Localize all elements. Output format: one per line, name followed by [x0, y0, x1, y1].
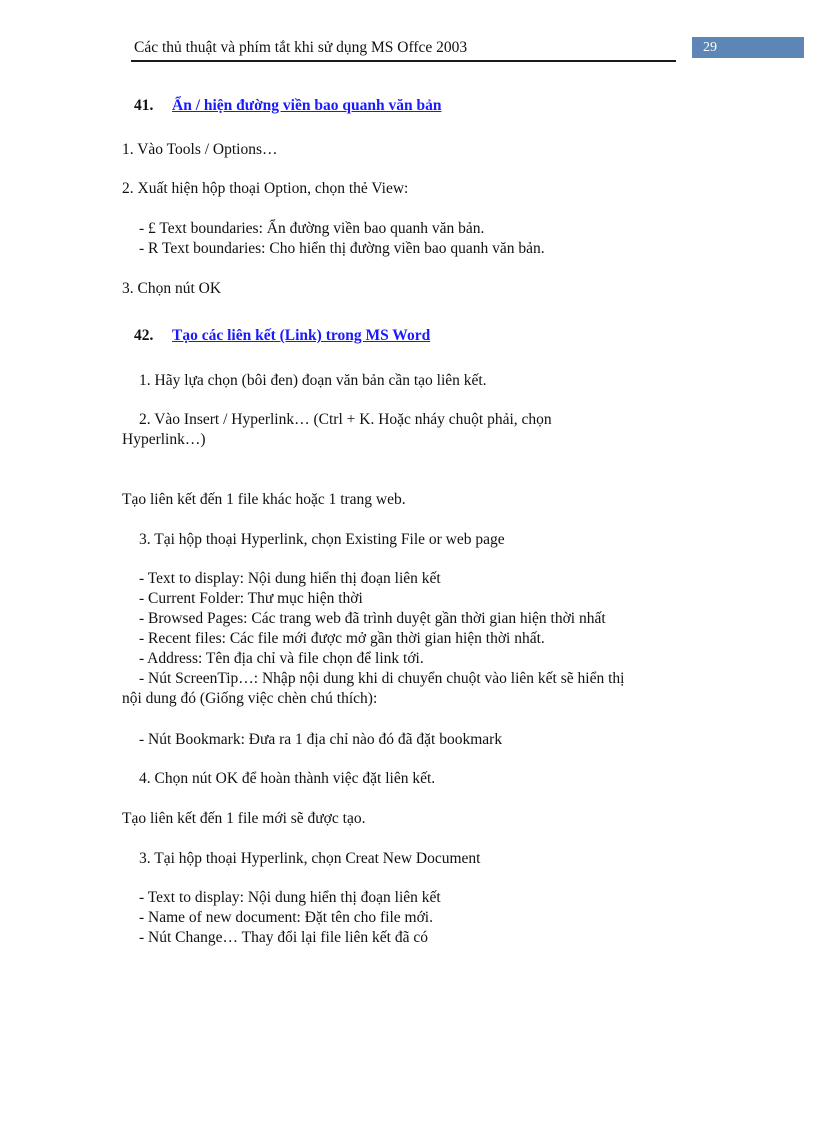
bullet-line: - Nút ScreenTip…: Nhập nội dung khi di chuyển chuột vào liên kết sẽ hiển thị	[139, 670, 625, 687]
section-42-number: 42.	[134, 327, 154, 344]
section-41-title-link[interactable]: Ẩn / hiện đường viền bao quanh văn bản	[172, 97, 442, 114]
section-41-number: 41.	[134, 97, 154, 114]
bullet-line: - R Text boundaries: Cho hiển thị đường viền bao quanh văn bản.	[139, 240, 545, 257]
bullet-line: - £ Text boundaries: Ẩn đường viền bao quanh văn bản.	[139, 220, 485, 237]
bullet-line: nội dung đó (Giống việc chèn chú thích):	[122, 690, 378, 707]
section-41-heading	[134, 97, 441, 115]
paragraph-line: 1. Vào Tools / Options…	[122, 141, 278, 158]
section-42-title-link[interactable]: Tạo các liên kết (Link) trong MS Word	[172, 327, 431, 344]
paragraph-line: 2. Xuất hiện hộp thoại Option, chọn thẻ View:	[122, 180, 409, 197]
paragraph-line: Hyperlink…)	[122, 431, 206, 448]
page-number-badge: 29	[692, 37, 804, 58]
paragraph-line: 1. Hãy lựa chọn (bôi đen) đoạn văn bản cần tạo liên kết.	[139, 372, 487, 389]
bullet-line: - Name of new document: Đặt tên cho file mới.	[139, 909, 433, 926]
bullet-line: - Address: Tên địa chỉ và file chọn để link tới.	[139, 650, 424, 667]
paragraph-line: 3. Tại hộp thoại Hyperlink, chọn Existing File or web page	[139, 531, 505, 548]
paragraph-line: Tạo liên kết đến 1 file mới sẽ được tạo.	[122, 810, 366, 827]
paragraph-line: 3. Tại hộp thoại Hyperlink, chọn Creat New Document	[139, 850, 481, 867]
section-42-heading	[134, 327, 430, 345]
bullet-line: - Text to display: Nội dung hiển thị đoạn liên kết	[139, 570, 441, 587]
bullet-line: - Text to display: Nội dung hiển thị đoạn liên kết	[139, 889, 441, 906]
bullet-line: - Nút Bookmark: Đưa ra 1 địa chỉ nào đó đã đặt bookmark	[139, 731, 503, 748]
paragraph-line: 2. Vào Insert / Hyperlink… (Ctrl + K. Hoặc nháy chuột phải, chọn	[139, 411, 552, 428]
paragraph-line: 4. Chọn nút OK để hoàn thành việc đặt liên kết.	[139, 770, 436, 787]
paragraph-line: Tạo liên kết đến 1 file khác hoặc 1 trang web.	[122, 491, 406, 508]
bullet-line: - Recent files: Các file mới được mở gần thời gian hiện thời nhất.	[139, 630, 545, 647]
header-divider	[131, 60, 676, 62]
header-title: Các thủ thuật và phím tắt khi sử dụng MS Offce 2003	[134, 39, 468, 56]
bullet-line: - Nút Change… Thay đổi lại file liên kết đã có	[139, 929, 428, 946]
bullet-line: - Browsed Pages: Các trang web đã trình duyệt gần thời gian hiện thời nhất	[139, 610, 606, 627]
paragraph-line: 3. Chọn nút OK	[122, 280, 222, 297]
bullet-line: - Current Folder: Thư mục hiện thời	[139, 590, 363, 607]
